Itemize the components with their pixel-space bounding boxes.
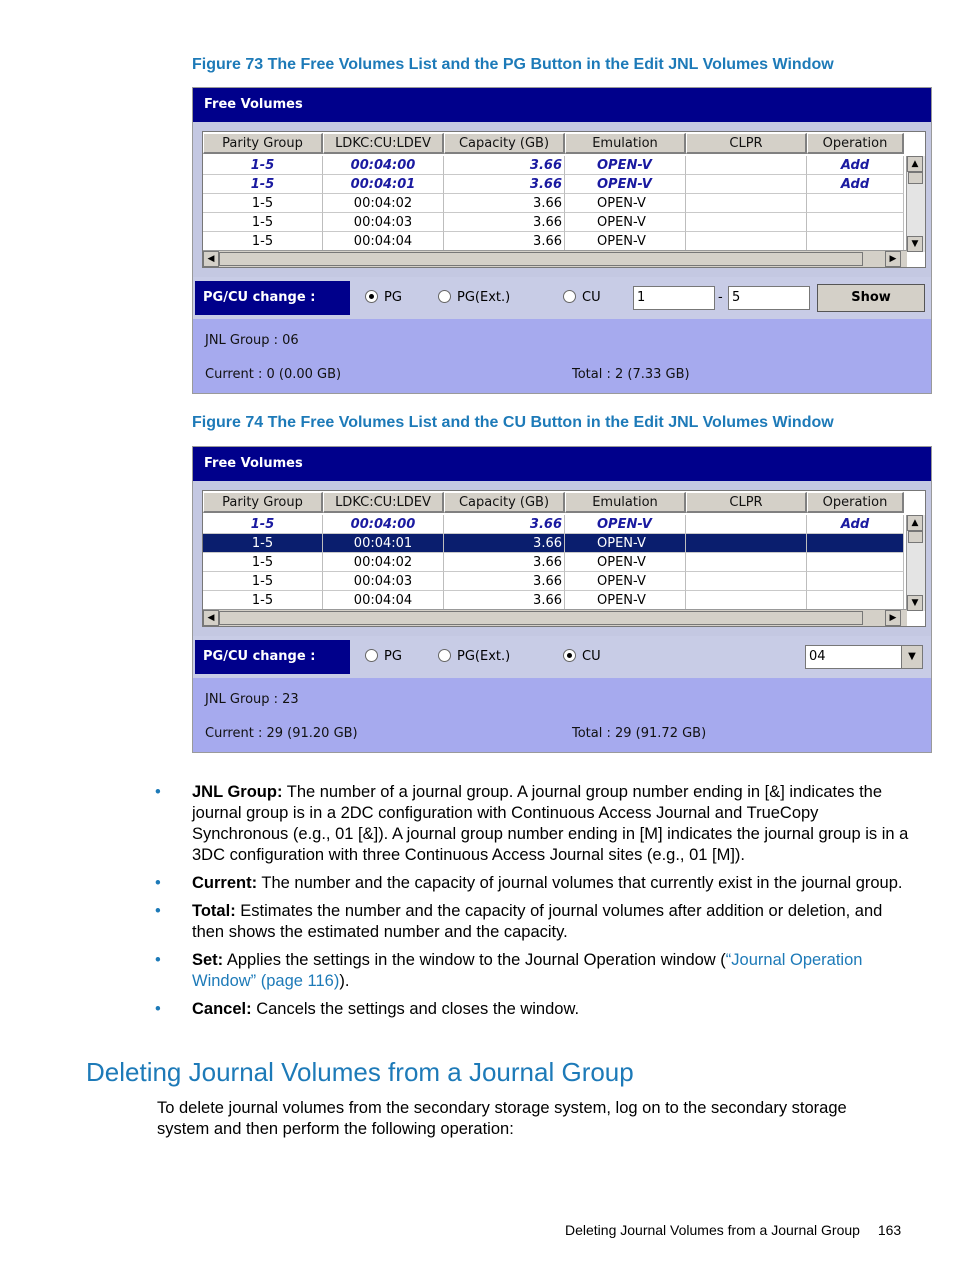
- column-header[interactable]: Capacity (GB): [444, 133, 565, 154]
- column-header[interactable]: Emulation: [565, 133, 686, 154]
- vertical-scrollbar[interactable]: [906, 156, 925, 252]
- table-cell-emu: OPEN-V: [565, 553, 686, 572]
- table-cell-pg: 1-5: [203, 591, 323, 610]
- bullet-icon: •: [155, 902, 161, 920]
- table-cell-op: [807, 213, 904, 232]
- scroll-thumb[interactable]: [908, 531, 923, 543]
- column-header[interactable]: Parity Group: [203, 133, 323, 154]
- table-cell-op: [807, 194, 904, 213]
- pg-cu-change-bar: [193, 636, 931, 678]
- cu-select-value: 04: [809, 649, 826, 664]
- term: Current:: [192, 874, 258, 892]
- list-item: [155, 901, 915, 943]
- jnl-info-panel: [193, 319, 931, 393]
- scroll-right-icon[interactable]: ▶: [885, 610, 901, 626]
- table-cell-cap: 3.66: [444, 194, 565, 213]
- column-header[interactable]: LDKC:CU:LDEV: [323, 492, 444, 513]
- jnl-group-text: JNL Group : 06: [205, 333, 299, 348]
- table-cell-clpr: [686, 175, 807, 194]
- table-cell-clpr: [686, 534, 807, 553]
- cu-select[interactable]: [805, 645, 923, 669]
- pg-from-input[interactable]: 1: [633, 286, 715, 310]
- pg-cu-change-label: PG/CU change :: [195, 281, 350, 315]
- table-cell-cap: 3.66: [444, 591, 565, 610]
- table-cell-cap: 3.66: [444, 232, 565, 251]
- term: Cancel:: [192, 1000, 252, 1018]
- radio-cu[interactable]: [563, 649, 601, 664]
- radio-pg-label: PG: [384, 649, 402, 664]
- table-cell-pg: 1-5: [203, 572, 323, 591]
- radio-pg-label: PG: [384, 290, 402, 305]
- bullet-icon: •: [155, 874, 161, 892]
- radio-dot-icon: [365, 290, 378, 303]
- table-cell-op: [807, 591, 904, 610]
- radio-dot-icon: [365, 649, 378, 662]
- table-row[interactable]: [203, 175, 903, 194]
- definition: Applies the settings in the window to the Journal Operation window (: [223, 951, 726, 969]
- list-item: [155, 873, 915, 894]
- radio-pg[interactable]: [365, 649, 402, 664]
- section-heading: Deleting Journal Volumes from a Journal Group: [86, 1057, 634, 1087]
- table-cell-clpr: [686, 515, 807, 534]
- table-area: [193, 122, 931, 277]
- table-row[interactable]: [203, 232, 903, 251]
- table-cell-clpr: [686, 553, 807, 572]
- radio-pg-ext[interactable]: [438, 290, 510, 305]
- radio-dot-icon: [563, 649, 576, 662]
- free-volumes-panel-cu: [192, 446, 932, 753]
- table-cell-cap: 3.66: [444, 175, 565, 194]
- table-cell-clpr: [686, 232, 807, 251]
- panel-title: Free Volumes: [193, 88, 931, 122]
- definition: The number of a journal group. A journal group number ending in [&] indicates the journal group is in a 2DC configuration with Continuous Access Journal and TrueCopy Synchronous (e.g., 01 [&]). A journal group number ending in [M] indicates the journal group is in a 3DC configuration with three Continuous Access Journal sites (e.g., 01 [M]).: [192, 783, 909, 864]
- table-cell-emu: OPEN-V: [565, 232, 686, 251]
- section-paragraph: To delete journal volumes from the secondary storage system, log on to the secondary storage system and then perform the following operation:: [157, 1099, 847, 1138]
- chevron-down-icon[interactable]: ▼: [901, 646, 922, 668]
- scroll-up-icon[interactable]: ▲: [907, 515, 923, 531]
- table-cell-op: [807, 572, 904, 591]
- table-cell-clpr: [686, 213, 807, 232]
- scroll-down-icon[interactable]: ▼: [907, 236, 923, 252]
- table-row[interactable]: [203, 213, 903, 232]
- hscroll-thumb[interactable]: [219, 252, 863, 266]
- table-cell-pg: 1-5: [203, 194, 323, 213]
- radio-pg-ext-label: PG(Ext.): [457, 290, 511, 305]
- table-cell-pg: 1-5: [203, 213, 323, 232]
- range-dash: -: [718, 290, 723, 305]
- radio-cu[interactable]: [563, 290, 601, 305]
- total-text: Total : 2 (7.33 GB): [572, 367, 690, 382]
- table-cell-ldev: 00:04:00: [323, 156, 444, 175]
- table-cell-pg: 1-5: [203, 553, 323, 572]
- table-cell-ldev: 00:04:02: [323, 194, 444, 213]
- jnl-group-text: JNL Group : 23: [205, 692, 299, 707]
- table-cell-emu: OPEN-V: [565, 591, 686, 610]
- table-cell-cap: 3.66: [444, 213, 565, 232]
- radio-pg-ext[interactable]: [438, 649, 510, 664]
- table-cell-ldev: 00:04:04: [323, 591, 444, 610]
- radio-dot-icon: [438, 649, 451, 662]
- table-row[interactable]: [203, 572, 903, 591]
- table-cell-op: [807, 553, 904, 572]
- table-cell-clpr: [686, 591, 807, 610]
- list-item: [155, 950, 915, 992]
- table-cell-emu: OPEN-V: [565, 572, 686, 591]
- table-cell-emu: OPEN-V: [565, 194, 686, 213]
- pg-to-input[interactable]: 5: [728, 286, 810, 310]
- table-cell-cap: 3.66: [444, 553, 565, 572]
- table-cell-pg: 1-5: [203, 175, 323, 194]
- vertical-scrollbar[interactable]: [906, 515, 925, 611]
- table-row[interactable]: [203, 515, 903, 534]
- current-text: Current : 29 (91.20 GB): [205, 726, 358, 741]
- bullet-icon: •: [155, 783, 161, 801]
- radio-cu-label: CU: [582, 649, 601, 664]
- table-cell-clpr: [686, 156, 807, 175]
- scroll-thumb[interactable]: [908, 172, 923, 184]
- table-row[interactable]: [203, 534, 903, 553]
- panel-title: Free Volumes: [193, 447, 931, 481]
- table-cell-op: [807, 534, 904, 553]
- figure-74-caption: Figure 74 The Free Volumes List and the CU Button in the Edit JNL Volumes Window: [192, 414, 834, 431]
- page-number: 163: [877, 1222, 902, 1238]
- table-cell-ldev: 00:04:01: [323, 175, 444, 194]
- table-row[interactable]: [203, 194, 903, 213]
- definition-tail: ).: [339, 972, 350, 990]
- table-cell-op: Add: [807, 175, 904, 194]
- scroll-up-icon[interactable]: ▲: [907, 156, 923, 172]
- table-cell-op: Add: [807, 515, 904, 534]
- table-row[interactable]: [203, 591, 903, 610]
- scroll-left-icon[interactable]: ◀: [203, 251, 219, 267]
- definition: Estimates the number and the capacity of journal volumes after addition or deletion, and then shows the estimated number and the capacity.: [192, 902, 883, 941]
- hscroll-thumb[interactable]: [219, 611, 863, 625]
- table-cell-pg: 1-5: [203, 232, 323, 251]
- horizontal-scrollbar[interactable]: [203, 250, 907, 267]
- column-header[interactable]: Emulation: [565, 492, 686, 513]
- table-cell-emu: OPEN-V: [565, 175, 686, 194]
- table-cell-emu: OPEN-V: [565, 156, 686, 175]
- table-cell-op: [807, 232, 904, 251]
- column-header[interactable]: LDKC:CU:LDEV: [323, 133, 444, 154]
- total-text: Total : 29 (91.72 GB): [572, 726, 707, 741]
- table-cell-ldev: 00:04:02: [323, 553, 444, 572]
- bullet-icon: •: [155, 951, 161, 969]
- table-cell-cap: 3.66: [444, 515, 565, 534]
- list-item: [155, 999, 915, 1020]
- column-header[interactable]: CLPR: [686, 133, 807, 154]
- table-cell-cap: 3.66: [444, 534, 565, 553]
- column-header[interactable]: Operation: [807, 492, 904, 513]
- jnl-info-panel: [193, 678, 931, 752]
- definition: The number and the capacity of journal volumes that currently exist in the journal group.: [257, 874, 903, 892]
- table-row[interactable]: [203, 156, 903, 175]
- table-cell-op: Add: [807, 156, 904, 175]
- table-cell-emu: OPEN-V: [565, 534, 686, 553]
- radio-pg[interactable]: [365, 290, 402, 305]
- footer-title: Deleting Journal Volumes from a Journal Group: [565, 1222, 860, 1238]
- column-header[interactable]: Parity Group: [203, 492, 323, 513]
- column-header[interactable]: CLPR: [686, 492, 807, 513]
- pg-cu-change-label: PG/CU change :: [195, 640, 350, 674]
- definitions-list: [155, 782, 915, 1027]
- term: Total:: [192, 902, 236, 920]
- table-cell-ldev: 00:04:01: [323, 534, 444, 553]
- table-cell-pg: 1-5: [203, 534, 323, 553]
- term: Set:: [192, 951, 224, 969]
- column-header[interactable]: Operation: [807, 133, 904, 154]
- table-cell-ldev: 00:04:00: [323, 515, 444, 534]
- scroll-right-icon[interactable]: ▶: [885, 251, 901, 267]
- table-row[interactable]: [203, 553, 903, 572]
- radio-cu-label: CU: [582, 290, 601, 305]
- list-item: [155, 782, 915, 866]
- free-volumes-table: [202, 131, 926, 268]
- scroll-left-icon[interactable]: ◀: [203, 610, 219, 626]
- free-volumes-table: [202, 490, 926, 627]
- pg-cu-change-bar: [193, 277, 931, 319]
- definition: Cancels the settings and closes the window.: [251, 1000, 580, 1018]
- table-cell-clpr: [686, 194, 807, 213]
- table-cell-ldev: 00:04:04: [323, 232, 444, 251]
- table-area: [193, 481, 931, 636]
- scroll-down-icon[interactable]: ▼: [907, 595, 923, 611]
- table-cell-ldev: 00:04:03: [323, 213, 444, 232]
- table-cell-cap: 3.66: [444, 572, 565, 591]
- bullet-icon: •: [155, 1000, 161, 1018]
- current-text: Current : 0 (0.00 GB): [205, 367, 342, 382]
- table-cell-ldev: 00:04:03: [323, 572, 444, 591]
- radio-dot-icon: [563, 290, 576, 303]
- radio-pg-ext-label: PG(Ext.): [457, 649, 511, 664]
- table-cell-clpr: [686, 572, 807, 591]
- table-cell-pg: 1-5: [203, 515, 323, 534]
- horizontal-scrollbar[interactable]: [203, 609, 907, 626]
- table-cell-emu: OPEN-V: [565, 515, 686, 534]
- journal-operation-window-link[interactable]: “Journal Operation Window” (page 116): [192, 951, 863, 990]
- free-volumes-panel-pg: [192, 87, 932, 394]
- radio-dot-icon: [438, 290, 451, 303]
- column-header[interactable]: Capacity (GB): [444, 492, 565, 513]
- term: JNL Group:: [192, 783, 283, 801]
- figure-73-caption: Figure 73 The Free Volumes List and the PG Button in the Edit JNL Volumes Window: [192, 56, 834, 73]
- table-cell-emu: OPEN-V: [565, 213, 686, 232]
- table-cell-cap: 3.66: [444, 156, 565, 175]
- show-button[interactable]: Show: [817, 284, 925, 312]
- table-cell-pg: 1-5: [203, 156, 323, 175]
- page-footer: [565, 1222, 901, 1238]
